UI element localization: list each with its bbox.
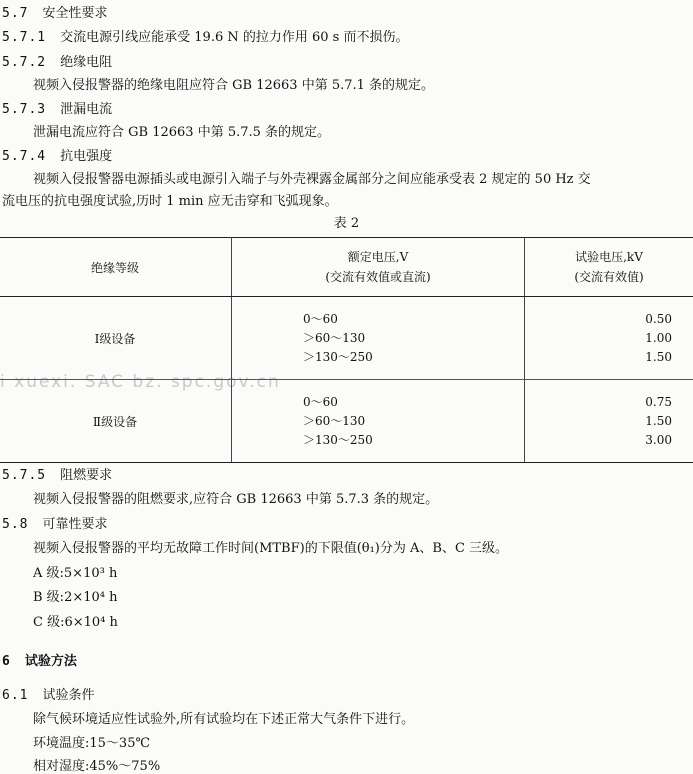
rated-voltage-value: ＞60～130 <box>303 330 366 345</box>
header-rated-voltage-line2: (交流有效值或直流) <box>325 270 431 284</box>
section-5-7-2-heading <box>2 51 112 70</box>
test-voltage-value: 1.50 <box>645 349 672 364</box>
section-5-7-3-text: 泄漏电流应符合 GB 12663 中第 5.7.5 条的规定。 <box>33 125 331 140</box>
rated-voltage-value: 0～60 <box>303 394 338 409</box>
test-voltage-value: 1.50 <box>645 413 672 428</box>
mtbf-class-b: B 级:2×10⁴ h <box>33 590 118 605</box>
test-voltage-cell <box>525 380 693 463</box>
test-voltage-value: 0.50 <box>645 311 672 326</box>
class-cell: Ⅱ级设备 <box>0 380 232 463</box>
header-rated-voltage-line1: 额定电压,V <box>347 250 409 264</box>
header-insulation-class: 绝缘等级 <box>0 238 232 297</box>
rated-voltage-value: ＞130～250 <box>303 349 373 364</box>
section-6-1-heading <box>2 684 95 703</box>
section-number: 5.7.5 <box>2 468 47 483</box>
section-5-7-4-text-2: 流电压的抗电强度试验,历时 1 min 应无击穿和飞弧现象。 <box>2 194 338 209</box>
rated-voltage-value: 0～60 <box>303 311 338 326</box>
section-5-7-3-heading <box>2 98 112 117</box>
section-number: 6 <box>2 654 11 669</box>
test-voltage-cell <box>525 297 693 380</box>
section-5-8-heading <box>2 513 108 532</box>
section-number: 5.7 <box>2 6 29 21</box>
relative-humidity: 相对湿度:45%～75% <box>33 759 161 774</box>
section-5-7-heading <box>2 2 108 21</box>
section-number: 5.7.3 <box>2 102 47 117</box>
header-test-voltage-line1: 试验电压,kV <box>575 250 643 264</box>
test-voltage-value: 3.00 <box>645 432 672 447</box>
table-row <box>0 380 693 463</box>
rated-voltage-cell <box>232 380 525 463</box>
section-5-7-5-heading <box>2 464 112 483</box>
section-5-7-1 <box>2 26 408 45</box>
section-5-7-2-text: 视频入侵报警器的绝缘电阻应符合 GB 12663 中第 5.7.1 条的规定。 <box>33 78 435 93</box>
section-5-8-text: 视频入侵报警器的平均无故障工作时间(MTBF)的下限值(θ₁)分为 A、B、C 三级。 <box>33 541 509 556</box>
rated-voltage-cell <box>232 297 525 380</box>
table-caption: 表 2 <box>333 216 360 231</box>
rated-voltage-value: ＞130～250 <box>303 432 373 447</box>
section-number: 6.1 <box>2 688 29 703</box>
voltage-table <box>0 237 693 463</box>
watermark: i xuexi. SAC bz. spc.gov.cn <box>0 372 281 392</box>
section-number: 5.7.1 <box>2 30 47 45</box>
section-5-7-4-text-1: 视频入侵报警器电源插头或电源引入端子与外壳裸露金属部分之间应能承受表 2 规定的 50 Hz 交 <box>33 172 591 187</box>
section-title: 泄漏电流 <box>60 102 113 117</box>
section-text: 交流电源引线应能承受 19.6 N 的拉力作用 60 s 而不损伤。 <box>60 30 409 45</box>
section-title: 试验条件 <box>42 688 95 703</box>
table-header-row <box>0 238 693 297</box>
table-row <box>0 297 693 380</box>
section-5-7-4-heading <box>2 145 112 164</box>
section-6-1-text: 除气候环境适应性试验外,所有试验均在下述正常大气条件下进行。 <box>33 712 415 727</box>
section-title: 安全性要求 <box>42 6 108 21</box>
mtbf-class-c: C 级:6×10⁴ h <box>33 615 118 630</box>
test-voltage-value: 0.75 <box>645 394 672 409</box>
header-rated-voltage <box>232 238 525 297</box>
section-number: 5.7.2 <box>2 55 47 70</box>
section-title: 抗电强度 <box>60 149 113 164</box>
rated-voltage-value: ＞60～130 <box>303 413 366 428</box>
header-test-voltage-line2: (交流有效值) <box>574 270 644 284</box>
mtbf-class-a: A 级:5×10³ h <box>33 566 118 581</box>
section-title: 阻燃要求 <box>60 468 113 483</box>
section-title: 绝缘电阻 <box>60 55 113 70</box>
section-title: 可靠性要求 <box>42 517 108 532</box>
ambient-temperature: 环境温度:15～35℃ <box>33 736 151 751</box>
section-title: 试验方法 <box>24 654 77 669</box>
section-6-heading <box>2 650 77 669</box>
class-cell: Ⅰ级设备 <box>0 297 232 380</box>
test-voltage-value: 1.00 <box>645 330 672 345</box>
section-5-7-5-text: 视频入侵报警器的阻燃要求,应符合 GB 12663 中第 5.7.3 条的规定。 <box>33 492 439 507</box>
section-number: 5.7.4 <box>2 149 47 164</box>
section-number: 5.8 <box>2 517 29 532</box>
header-test-voltage <box>525 238 693 297</box>
